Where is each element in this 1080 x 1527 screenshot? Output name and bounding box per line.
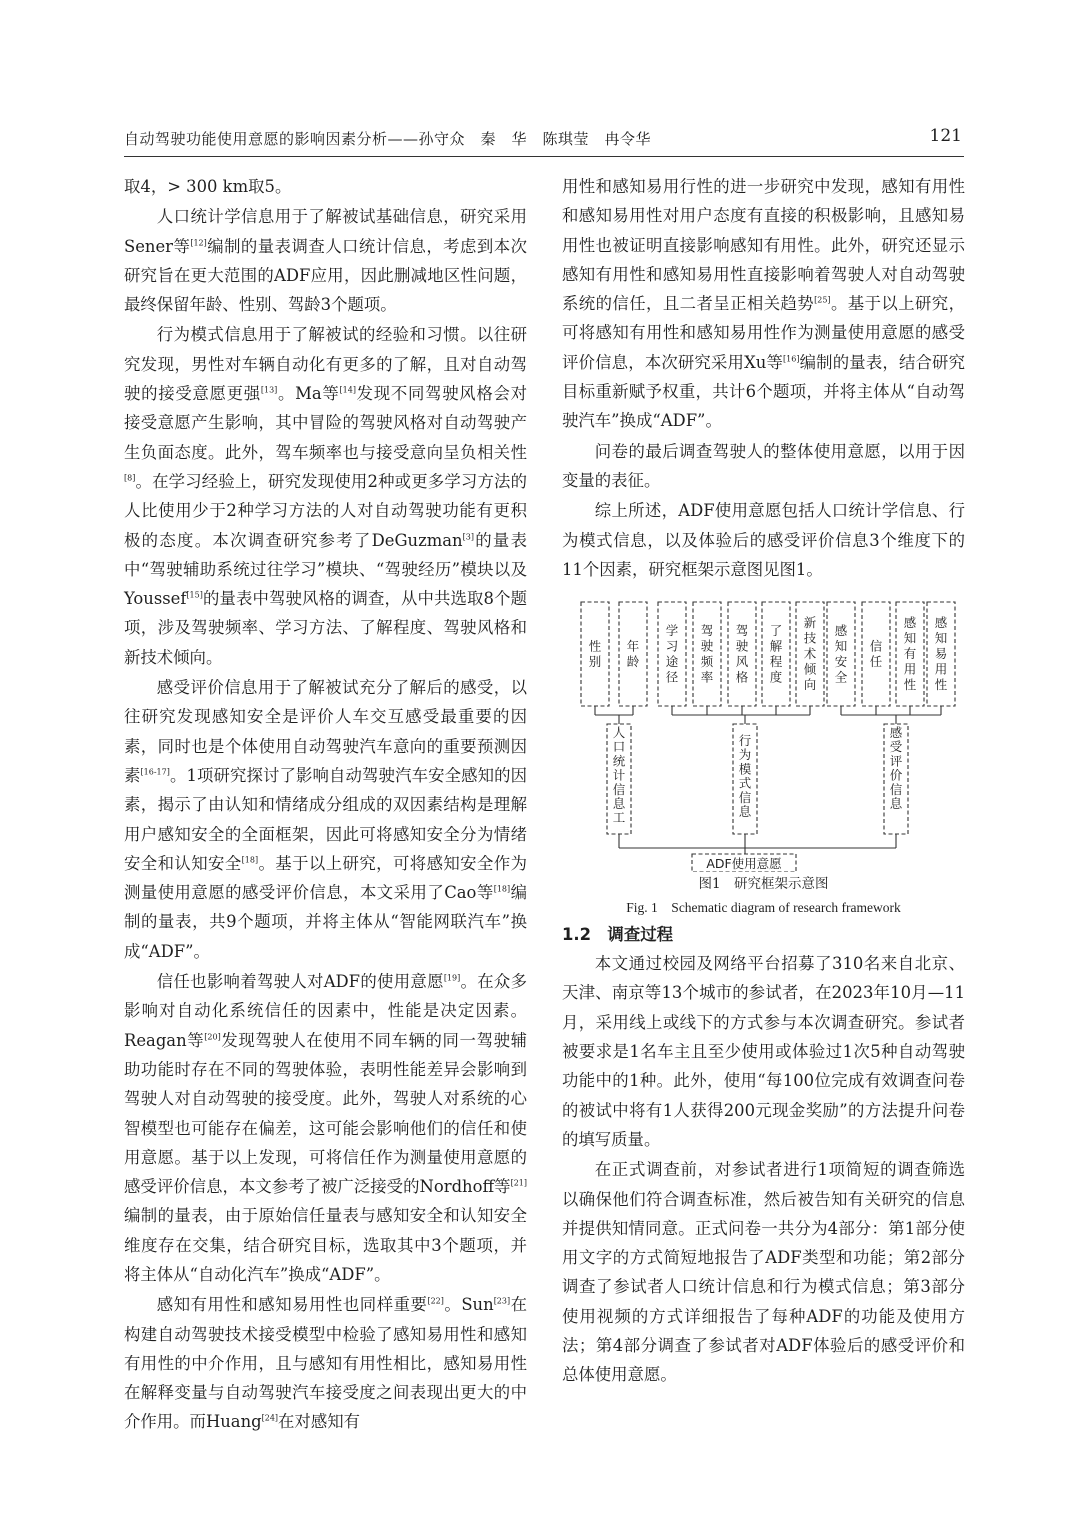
text-run: 感受评价信息用于了解被试充分了解后的感受，以往研究发现感知安全是评价人车交互感受最重要的因素，同时也是个体使用自动驾驶汽车意向的重要预测因素 [124,678,527,785]
factor-label: 驾驶频率 [700,622,714,685]
citation: [18] [241,855,259,865]
citation: [8] [124,473,136,483]
citation: [18] [493,884,511,894]
paragraph [124,1290,527,1436]
text-run: 的量表中驾驶风格的调查，从中共选取8个题项，涉及驾驶频率、学习方法、了解程度、驾驶风格和新技术倾向。 [124,589,527,667]
right-column [562,172,965,1390]
text-run: 编制的量表调查人口统计信息，考虑到本次研究旨在更大范围的ADF应用，因此删减地区性问题，最终保留年龄、性别、驾龄3个题项。 [124,236,527,315]
factor-label: 感知易用性 [934,615,948,693]
outcome-label: ADF使用意愿 [706,856,782,872]
paragraph [124,320,527,672]
dimension-label: 感受评价信息 [889,725,903,812]
factor-label: 学习途径 [665,622,679,685]
figure-caption-en: Fig. 1 Schematic diagram of research framework [626,900,901,916]
citation: [16-17] [140,767,170,777]
running-title: 自动驾驶功能使用意愿的影响因素分析——孙守众 秦 华 陈琪莹 冉令华 [124,130,652,148]
text-run: 的量表中“驾驶辅助系统过往学习”模块、“驾驶经历”模块以及Youssef [124,530,528,609]
citation: [23] [493,1296,511,1306]
text-run: 。在众多影响对自动化系统信任的因素中，性能是决定因素。Reagan等 [124,972,527,1050]
running-header [124,126,964,157]
text-run: 。基于以上研究，可将感知安全作为测量使用意愿的感受评价信息，本文采用了Cao等 [124,853,528,903]
citation: [13] [260,385,278,395]
text-run: 在对感知有 [278,1412,360,1432]
factor-label: 感知安全 [834,622,848,685]
factor-label: 性别 [588,638,602,669]
text-run: 编制的量表，结合研究目标重新赋予权重，共计6个题项，并将主体从“自动驾驶汽车”换成“ADF”。 [562,352,966,431]
factor-label: 驾驶风格 [735,622,749,685]
text-run: 发现驾驶人在使用不同车辆的同一驾驶辅助功能时存在不同的驾驶体验，表明性能差异会影响到驾驶人对自动驾驶的接受度。此外，驾驶人对系统的心智模型也可能存在偏差，这可能会影响他们的信任和使用意愿。基于以上发现，可将信任作为测量使用意愿的感受评价信息，本文参考了被广泛接受的Nordhoff等 [124,1030,527,1197]
citation: [21] [510,1178,527,1188]
section-heading: 1.2 调查过程 [562,925,673,945]
citation: [14] [339,385,356,395]
figure-research-framework [562,592,965,917]
factor-label: 年龄 [626,638,640,669]
text-run: 。1项研究探讨了影响自动驾驶汽车安全感知的因素，揭示了由认知和情绪成分组成的双因素结构是理解用户感知安全的全面框架，因此可将感知安全分为情绪安全和认知安全 [124,765,527,873]
text-run: 信任也影响着驾驶人对ADF的使用意愿 [156,972,444,992]
paragraph: 本文通过校园及网络平台招募了310名来自北京、天津、南京等13个城市的参试者，在2023年10月—11月，采用线上或线下的方式参与本次调查研究。参试者被要求是1名车主且至少使用或体验过1次5种自动驾驶功能中的1种。此外，使用“每100位完成有效调查问卷的被试中将有1人获得200元现金奖励”的方法提升问卷的填写质量。 [562,954,965,1149]
text-run: 人口统计学信息用于了解被试基础信息，研究采用Sener等 [124,207,527,256]
text-run: 感知有用性和感知易用性也同样重要 [156,1295,428,1315]
dimension-label: 人口统计信息工 [612,725,626,826]
text-run: 。Sun [443,1295,494,1315]
page-number: 121 [929,126,962,146]
citation: [22] [427,1296,444,1306]
text-run: 编制的量表，共9个题项，并将主体从“智能网联汽车”换成“ADF”。 [124,883,527,961]
text-run: 行为模式信息用于了解被试的经验和习惯。以往研究发现，男性对车辆自动化有更多的了解，且对自动驾驶的接受意愿更强 [124,325,527,404]
dimension-label: 行为模式信息 [738,733,752,820]
citation: [25] [814,295,831,305]
text-run: 。基于以上研究，可将感知有用性和感知易用性作为测量使用意愿的感受评价信息，本次研究采用Xu等 [562,294,966,372]
factor-label: 感知有用性 [903,615,917,693]
citation: [16] [783,354,800,364]
text-run: 在构建自动驾驶技术接受模型中检验了感知易用性和感知有用性的中介作用，且与感知有用性相比，感知易用性在解释变量与自动驾驶汽车接受度之间表现出更大的中介作用。而Huang [124,1295,528,1432]
paragraph [562,172,965,436]
paragraph: 取4，> 300 km取5。 [124,177,292,196]
factor-label: 了解程度 [769,622,783,685]
text-run: 。在学习经验上，研究发现使用2种或更多学习方法的人比使用少于2种学习方法的人对自动驾驶功能有更积极的态度。本次调查研究参考了DeGuzman [124,471,527,550]
citation: [20] [204,1032,221,1042]
text-run: 用性和感知易用行性的进一步研究中发现，感知有用性和感知易用性对用户态度有直接的积极影响，且感知易用性也被证明直接影响感知有用性。此外，研究还显示感知有用性和感知易用性直接影响着驾驶人对自动驾驶系统的信任，且二者呈正相关趋势 [562,177,965,314]
left-column [124,172,527,1437]
factor-label: 新技术倾向 [803,615,817,693]
citation: [3] [462,532,474,542]
citation: [15] [186,590,203,600]
framework-diagram [562,592,965,872]
paragraph [124,673,527,966]
citation: [12] [190,238,207,248]
text-run: 。Ma等 [277,384,340,404]
factor-label: 信任 [869,638,883,669]
citation: [19] [443,973,461,983]
paragraph [124,967,527,1289]
paragraph: 在正式调查前，对参试者进行1项简短的调查筛选以确保他们符合调查标准，然后被告知有关研究的信息并提供知情同意。正式问卷一共分为4部分：第1部分使用文字的方式简短地报告了ADF类型和功能；第2部分调查了参试者人口统计信息和行为模式信息；第3部分使用视频的方式详细报告了每种ADF的功能及使用方法；第4部分调查了参试者对ADF体验后的感受评价和总体使用意愿。 [562,1160,965,1385]
citation: [24] [261,1414,279,1423]
paragraph: 问卷的最后调查驾驶人的整体使用意愿，以用于因变量的表征。 [562,441,965,490]
text-run: 编制的量表，由于原始信任量表与感知安全和认知安全维度存在交集，结合研究目标，选取其中3个题项，并将主体从“自动化汽车”换成“ADF”。 [124,1206,527,1284]
paragraph: 综上所述，ADF使用意愿包括人口统计学信息、行为模式信息，以及体验后的感受评价信息3个维度下的11个因素，研究框架示意图见图1。 [562,501,965,579]
text-run: 发现不同驾驶风格会对接受意愿产生影响，其中冒险的驾驶风格对自动驾驶产生负面态度。此外，驾车频率也与接受意向呈负相关性 [124,384,528,462]
figure-caption-cn: 图1 研究框架示意图 [698,876,829,893]
paragraph [124,202,527,319]
